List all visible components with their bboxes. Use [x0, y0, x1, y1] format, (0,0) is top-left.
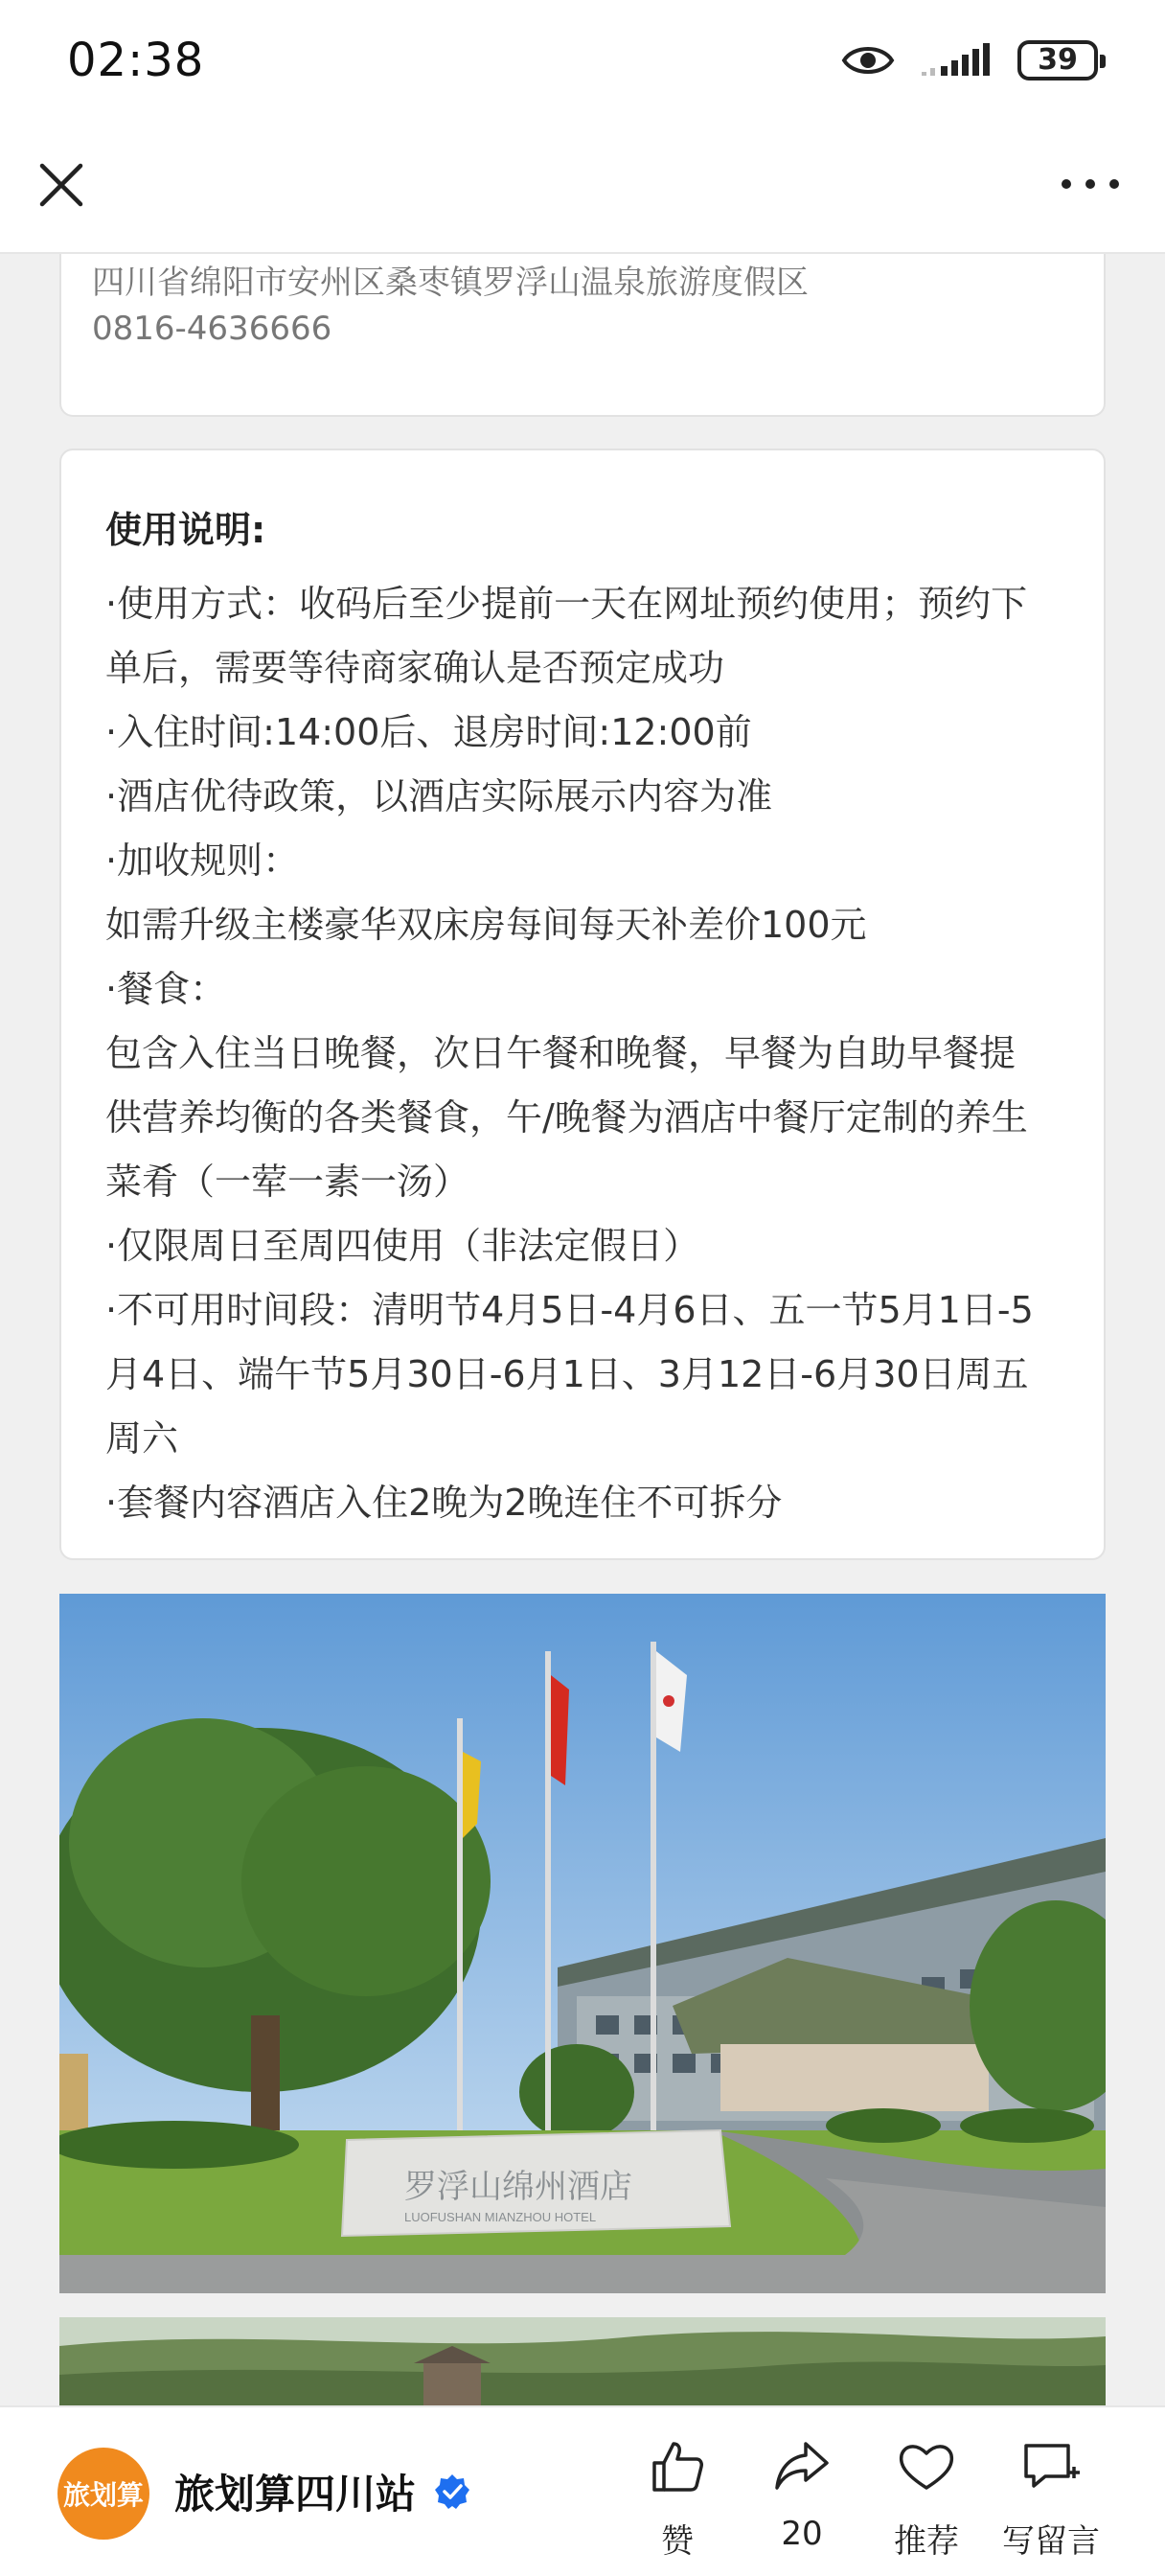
comment-button[interactable] [998, 2436, 1104, 2562]
status-icons [841, 40, 1098, 80]
usage-line: 供营养均衡的各类餐食，午/晚餐为酒店中餐厅定制的养生 [105, 1096, 1028, 1138]
usage-line: ·餐食： [105, 968, 227, 1010]
signal-icon [920, 41, 993, 80]
battery-level: 39 [1038, 43, 1078, 77]
eye-icon [841, 41, 895, 80]
recommend-button[interactable] [874, 2436, 979, 2562]
hotel-photo-2[interactable] [59, 2317, 1106, 2405]
usage-line: 如需升级主楼豪华双床房每间每天补差价100元 [105, 904, 867, 946]
more-horizontal-icon[interactable] [1062, 172, 1119, 196]
hotel-info-card [59, 254, 1106, 417]
usage-line: 包含入住当日晚餐，次日午餐和晚餐，早餐为自助早餐提 [105, 1032, 1017, 1074]
usage-line: ·酒店优待政策，以酒店实际展示内容为准 [105, 775, 773, 817]
usage-line: 菜肴（一荤一素一汤） [105, 1161, 470, 1203]
usage-line: ·仅限周日至周四使用（非法定假日） [105, 1225, 700, 1267]
battery-icon [1017, 40, 1098, 80]
usage-line: ·入住时间:14:00后、退房时间:12:00前 [105, 711, 752, 753]
like-label: 赞 [661, 2522, 694, 2561]
account-avatar[interactable] [57, 2448, 149, 2540]
usage-line: ·套餐内容酒店入住2晚为2晚连住不可拆分 [105, 1482, 783, 1524]
avatar-text: 旅划算 [62, 2479, 144, 2511]
bottom-action-bar [0, 2405, 1165, 2576]
recommend-label: 推荐 [894, 2522, 959, 2561]
usage-instructions-card [59, 448, 1106, 1560]
verified-badge-icon [433, 2472, 471, 2511]
article-content[interactable] [0, 254, 1165, 2405]
share-count: 20 [781, 2515, 823, 2553]
hotel-photo[interactable] [59, 1594, 1106, 2293]
usage-line: ·使用方式：收码后至少提前一天在网址预约使用；预约下 [105, 583, 1028, 625]
usage-line: ·加收规则： [105, 840, 300, 882]
status-time: 02:38 [67, 33, 205, 87]
like-button[interactable] [625, 2436, 730, 2562]
status-bar [0, 0, 1165, 120]
thumbs-up-icon [647, 2436, 708, 2497]
usage-title: 使用说明: [105, 509, 266, 551]
hotel-address: 四川省绵阳市安州区桑枣镇罗浮山温泉旅游度假区 [92, 264, 809, 302]
close-icon[interactable] [33, 156, 90, 214]
usage-line: ·不可用时间段：清明节4月5日-4月6日、五一节5月1日-5 [105, 1289, 1034, 1331]
sign-text-en: LUOFUSHAN MIANZHOU HOTEL [404, 2210, 597, 2224]
heart-icon [896, 2436, 957, 2497]
share-arrow-icon [771, 2436, 833, 2497]
comment-label: 写留言 [1002, 2522, 1100, 2561]
sign-text-cn: 罗浮山绵州酒店 [404, 2170, 632, 2205]
share-button[interactable] [749, 2436, 855, 2553]
usage-line: 月4日、端午节5月30日-6月1日、3月12日-6月30日周五 [105, 1353, 1029, 1395]
nav-bar [0, 120, 1165, 254]
account-name[interactable]: 旅划算四川站 [174, 2471, 417, 2518]
usage-line: 单后，需要等待商家确认是否预定成功 [105, 647, 725, 689]
comment-add-icon [1020, 2436, 1082, 2497]
hotel-phone[interactable]: 0816-4636666 [92, 310, 332, 348]
usage-line: 周六 [105, 1417, 179, 1460]
